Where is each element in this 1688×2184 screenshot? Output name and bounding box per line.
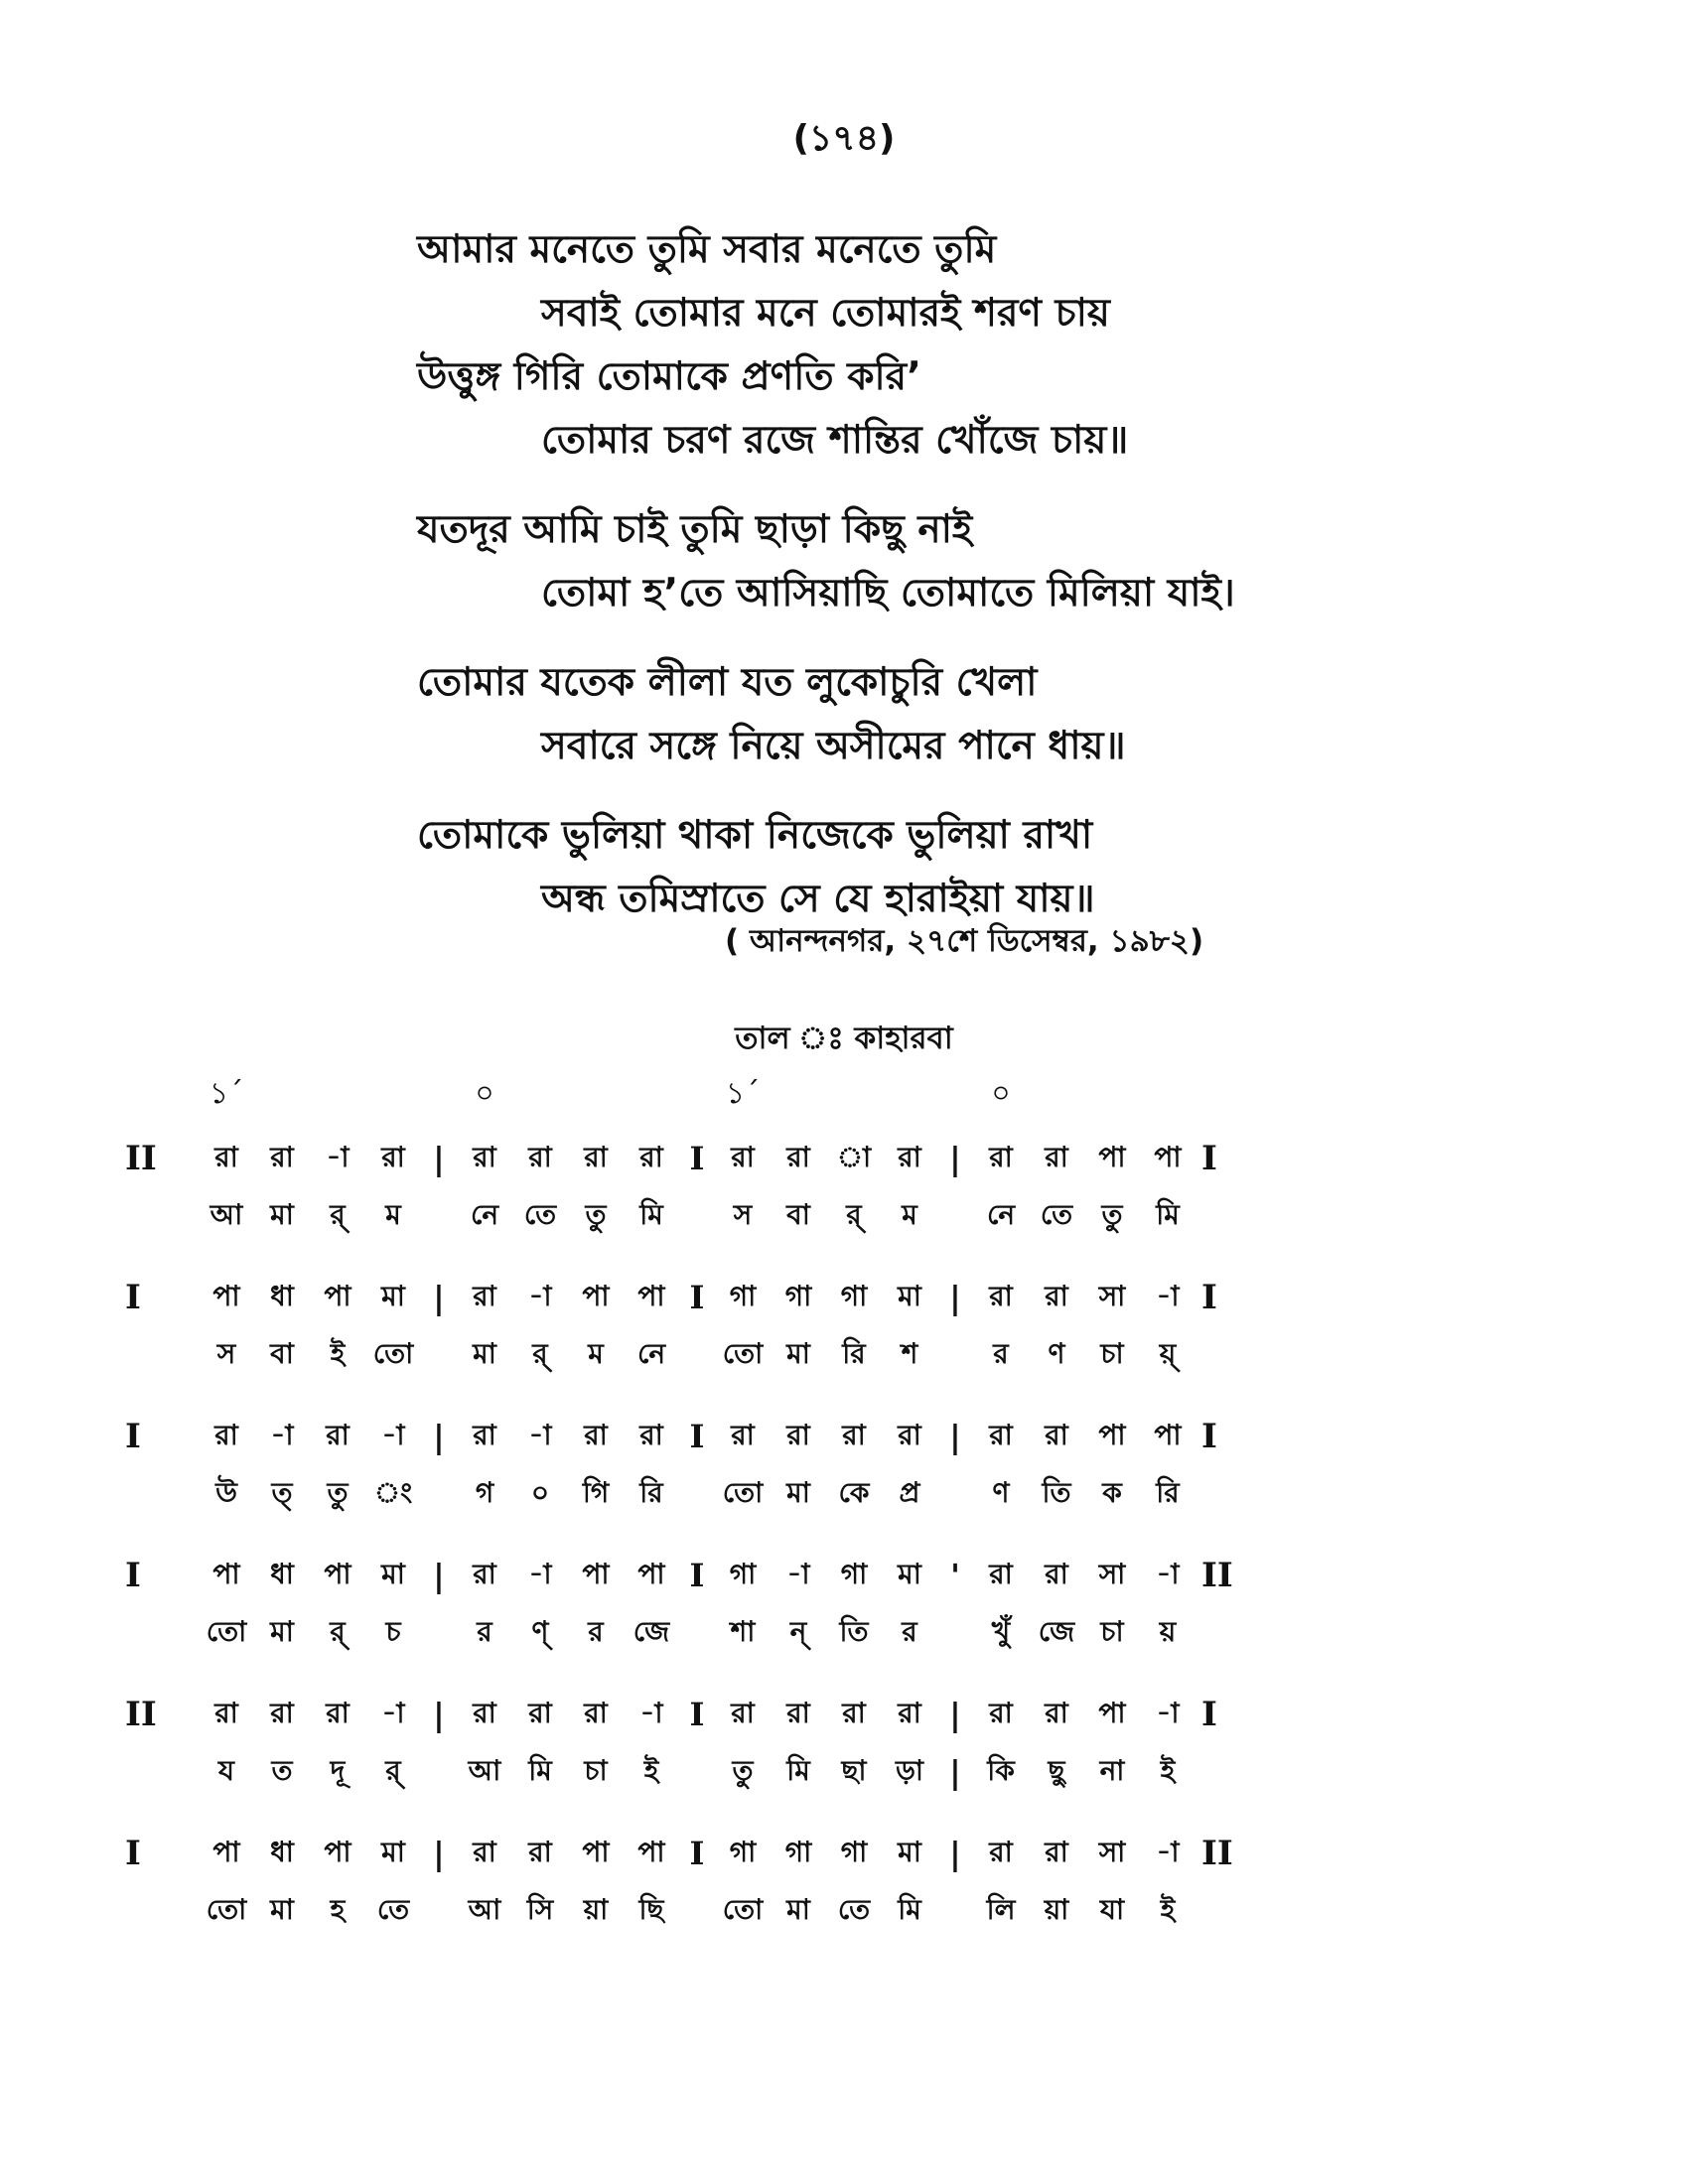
note: রা: [214, 1418, 238, 1451]
syllable: মা: [786, 1336, 810, 1370]
note: -া: [326, 1140, 350, 1173]
bar-line: |: [433, 1418, 445, 1455]
note: রা: [473, 1279, 496, 1312]
note: রা: [528, 1140, 552, 1173]
syllable-row: [119, 1604, 1549, 1662]
syllable: ছা: [841, 1753, 867, 1787]
note: পা: [324, 1557, 352, 1590]
syllable: মি: [1156, 1197, 1180, 1231]
row-end-marker: II: [1201, 1556, 1233, 1595]
syllable: র্: [385, 1753, 401, 1787]
note: -া: [381, 1696, 405, 1729]
syllable-row: [119, 1882, 1549, 1940]
syllable: তু: [585, 1197, 607, 1231]
syllable: রি: [842, 1336, 866, 1370]
beat-mark: ০: [991, 1075, 1011, 1111]
syllable: ছু: [1048, 1753, 1065, 1787]
syllable: য়: [1159, 1614, 1177, 1648]
bar-line: |: [433, 1696, 445, 1733]
syllable: র্: [330, 1614, 346, 1648]
note: া: [836, 1140, 872, 1173]
syllable: উ: [215, 1475, 237, 1509]
note: মা: [898, 1557, 921, 1590]
syllable: কে: [838, 1475, 870, 1509]
syllable: মা: [786, 1475, 810, 1509]
syllable: স: [733, 1197, 753, 1231]
note: পা: [1154, 1418, 1182, 1451]
note: -া: [1156, 1279, 1180, 1312]
syllable: আ: [468, 1892, 501, 1926]
bar-line: |: [949, 1696, 961, 1733]
syllable: ণ: [1048, 1336, 1065, 1370]
note: মা: [898, 1279, 921, 1312]
beat-mark-row: [119, 1064, 1549, 1124]
page-number: (১৭৪): [792, 118, 896, 159]
note: রা: [381, 1140, 405, 1173]
note: পা: [582, 1835, 610, 1868]
notation-row: [119, 1547, 1549, 1604]
note: রা: [989, 1557, 1013, 1590]
bar-line: |: [433, 1835, 445, 1872]
syllable: র্: [532, 1336, 548, 1370]
syllable: খুঁ: [991, 1614, 1011, 1648]
note: পা: [1098, 1418, 1126, 1451]
note: রা: [473, 1140, 496, 1173]
note: -া: [1156, 1696, 1180, 1729]
syllable: ক: [1102, 1475, 1122, 1509]
syllable: ছি: [638, 1892, 664, 1926]
syllable: র: [902, 1614, 917, 1648]
syllable: রি: [1156, 1475, 1180, 1509]
note: রা: [989, 1140, 1013, 1173]
syllable: তো: [722, 1475, 764, 1509]
row-end-marker: I: [1201, 1695, 1217, 1734]
syllable-row: [119, 1465, 1549, 1523]
note: রা: [1045, 1418, 1068, 1451]
syllable: ই: [1160, 1753, 1176, 1787]
note: রা: [898, 1418, 921, 1451]
syllable: র: [588, 1614, 604, 1648]
note: পা: [637, 1557, 665, 1590]
note: রা: [214, 1696, 238, 1729]
syllable: ং: [373, 1475, 413, 1509]
bar-line: I: [689, 1279, 705, 1316]
note: পা: [324, 1835, 352, 1868]
lyric-stanza: [417, 804, 1410, 931]
syllable: র্: [330, 1197, 346, 1231]
syllable: প্র: [899, 1475, 920, 1509]
note: গা: [840, 1835, 868, 1868]
row-start-marker: I: [125, 1834, 141, 1873]
notation-row: [119, 1408, 1549, 1465]
syllable: তি: [839, 1614, 869, 1648]
syllable: গি: [582, 1475, 610, 1509]
note: পা: [582, 1279, 610, 1312]
note: রা: [214, 1140, 238, 1173]
note: সা: [1098, 1557, 1126, 1590]
syllable: নে: [470, 1197, 499, 1231]
syllable: ণ: [992, 1475, 1010, 1509]
syllable: জে: [1038, 1614, 1075, 1648]
note: পা: [1154, 1140, 1182, 1173]
bar-line: I: [689, 1140, 705, 1177]
bar-line: I: [689, 1835, 705, 1872]
row-end-marker: I: [1201, 1139, 1217, 1178]
syllable: দূ: [330, 1753, 346, 1787]
note: রা: [1045, 1279, 1068, 1312]
note: রা: [989, 1418, 1013, 1451]
syllable: চা: [584, 1753, 608, 1787]
row-end-marker: II: [1201, 1834, 1233, 1873]
syllable: না: [1099, 1753, 1125, 1787]
note: মা: [381, 1557, 405, 1590]
note: রা: [473, 1418, 496, 1451]
syllable: মি: [528, 1753, 552, 1787]
note: ধা: [270, 1835, 294, 1868]
syllable: জে: [633, 1614, 670, 1648]
syllable: মি: [898, 1892, 921, 1926]
row-end-marker: I: [1201, 1278, 1217, 1317]
syllable: বা: [786, 1197, 810, 1231]
syllable: হ: [330, 1892, 346, 1926]
syllable: মা: [270, 1197, 294, 1231]
note: রা: [842, 1696, 866, 1729]
note: -া: [528, 1557, 552, 1590]
note: গা: [840, 1279, 868, 1312]
syllable-row: [119, 1187, 1549, 1245]
note: সা: [1098, 1835, 1126, 1868]
note: রা: [731, 1696, 755, 1729]
note: রা: [639, 1140, 663, 1173]
note: রা: [473, 1835, 496, 1868]
lyric-line: উত্তুঙ্গ গিরি তোমাকে প্রণতি করি’: [417, 354, 921, 399]
note: মা: [381, 1279, 405, 1312]
syllable: ই: [643, 1753, 659, 1787]
note: -া: [1156, 1557, 1180, 1590]
note: গা: [784, 1835, 812, 1868]
note: রা: [270, 1696, 294, 1729]
note: পা: [637, 1279, 665, 1312]
syllable: চ: [385, 1614, 401, 1648]
notation: [119, 1064, 1549, 1964]
lyric-stanza: [417, 498, 1410, 625]
row-end-marker: I: [1201, 1417, 1217, 1456]
lyric-line: সবাই তোমার মনে তোমারই শরণ চায়: [541, 291, 1110, 336]
note: রা: [989, 1835, 1013, 1868]
row-start-marker: I: [125, 1278, 141, 1317]
lyric-line: যতদূর আমি চাই তুমি ছাড়া কিছু নাই: [417, 507, 973, 552]
syllable: ড়া: [895, 1753, 924, 1787]
syllable: তে: [837, 1892, 871, 1926]
note: গা: [729, 1557, 757, 1590]
syllable: তে: [376, 1892, 410, 1926]
note: রা: [1045, 1696, 1068, 1729]
lyric-line: তোমা হ’তে আসিয়াছি তোমাতে মিলিয়া যাই।: [541, 571, 1235, 615]
note: -া: [1156, 1835, 1180, 1868]
syllable: স: [216, 1336, 236, 1370]
note: মা: [381, 1835, 405, 1868]
note: গা: [784, 1279, 812, 1312]
syllable: য়্: [1159, 1336, 1177, 1370]
note: ধা: [270, 1557, 294, 1590]
syllable: ম: [902, 1197, 917, 1231]
syllable: র্: [846, 1197, 862, 1231]
lyric-line: তোমাকে ভুলিয়া থাকা নিজেকে ভুলিয়া রাখা: [417, 813, 1093, 858]
note: রা: [786, 1696, 810, 1729]
note: পা: [212, 1279, 240, 1312]
note: রা: [786, 1418, 810, 1451]
syllable: লি: [986, 1892, 1016, 1926]
note: রা: [473, 1557, 496, 1590]
lyric-line: তোমার যতেক লীলা যত লুকোচুরি খেলা: [417, 660, 1038, 705]
bar-line: |: [433, 1557, 445, 1594]
note: ধা: [270, 1279, 294, 1312]
syllable: কি: [987, 1753, 1015, 1787]
note: রা: [842, 1418, 866, 1451]
note: গা: [729, 1279, 757, 1312]
note: রা: [898, 1696, 921, 1729]
bar-line: |: [949, 1140, 961, 1177]
note: রা: [786, 1140, 810, 1173]
syllable: শা: [730, 1614, 756, 1648]
syllable: মি: [639, 1197, 663, 1231]
note: রা: [1045, 1557, 1068, 1590]
syllable-row: [119, 1326, 1549, 1384]
bar-line: ': [950, 1557, 960, 1594]
syllable: মা: [473, 1336, 496, 1370]
note: -া: [381, 1418, 405, 1451]
note: রা: [326, 1696, 350, 1729]
syllable-bar: |: [949, 1753, 961, 1791]
bar-line: I: [689, 1557, 705, 1594]
note: মা: [898, 1835, 921, 1868]
syllable: তে: [1040, 1197, 1073, 1231]
syllable: য়া: [583, 1892, 609, 1926]
note: পা: [1098, 1696, 1126, 1729]
note: পা: [582, 1557, 610, 1590]
lyrics: [417, 218, 1410, 957]
syllable: সি: [526, 1892, 554, 1926]
syllable: ত: [271, 1753, 293, 1787]
note: সা: [1098, 1279, 1126, 1312]
note: রা: [326, 1418, 350, 1451]
syllable: মা: [786, 1892, 810, 1926]
syllable: তো: [722, 1892, 764, 1926]
lyric-line: অন্ধ তমিস্রাতে সে যে হারাইয়া যায়॥: [541, 877, 1095, 921]
syllable: ত্: [271, 1475, 293, 1509]
syllable: মা: [270, 1892, 294, 1926]
note: পা: [1098, 1140, 1126, 1173]
syllable: বা: [270, 1336, 294, 1370]
syllable: নে: [636, 1336, 666, 1370]
note: পা: [324, 1279, 352, 1312]
note: -া: [786, 1557, 810, 1590]
note: রা: [270, 1140, 294, 1173]
note: রা: [528, 1696, 552, 1729]
note: -া: [639, 1696, 663, 1729]
note: গা: [729, 1835, 757, 1868]
syllable: তু: [1101, 1197, 1123, 1231]
syllable: ণ্: [531, 1614, 549, 1648]
bar-line: |: [949, 1835, 961, 1872]
syllable: ০: [530, 1475, 550, 1509]
syllable: মি: [786, 1753, 810, 1787]
syllable: গ: [475, 1475, 494, 1509]
syllable: তো: [206, 1614, 247, 1648]
note: রা: [584, 1140, 608, 1173]
lyric-line: তোমার চরণ রজে শান্তির খোঁজে চায়॥: [541, 418, 1129, 463]
note: রা: [898, 1140, 921, 1173]
bar-line: |: [433, 1279, 445, 1316]
row-start-marker: I: [125, 1417, 141, 1456]
lyric-line: সবারে সঙ্গে নিয়ে অসীমের পানে ধায়॥: [541, 724, 1126, 768]
note: -া: [528, 1279, 552, 1312]
syllable: আ: [468, 1753, 501, 1787]
note: রা: [1045, 1140, 1068, 1173]
syllable: র: [477, 1614, 492, 1648]
syllable: তু: [732, 1753, 754, 1787]
beat-mark: ১´: [209, 1075, 244, 1111]
beat-mark: ১´: [725, 1075, 761, 1111]
lyric-stanza: [417, 218, 1410, 473]
notation-row: [119, 1269, 1549, 1326]
notation-row: [119, 1825, 1549, 1882]
note: রা: [989, 1279, 1013, 1312]
note: রা: [584, 1696, 608, 1729]
syllable: নে: [986, 1197, 1016, 1231]
beat-mark: ০: [475, 1075, 494, 1111]
note: রা: [528, 1835, 552, 1868]
syllable: তো: [372, 1336, 414, 1370]
bar-line: |: [433, 1140, 445, 1177]
note: পা: [212, 1557, 240, 1590]
syllable: ন্: [789, 1614, 807, 1648]
syllable: যা: [1099, 1892, 1125, 1926]
note: রা: [1045, 1835, 1068, 1868]
syllable: ম: [588, 1336, 604, 1370]
syllable: শ: [901, 1336, 918, 1370]
row-start-marker: II: [125, 1139, 157, 1178]
note: -া: [528, 1418, 552, 1451]
syllable: য়া: [1044, 1892, 1069, 1926]
syllable: ম: [385, 1197, 401, 1231]
lyric-stanza: [417, 651, 1410, 778]
note: রা: [731, 1140, 755, 1173]
row-start-marker: II: [125, 1695, 157, 1734]
syllable: তো: [722, 1336, 764, 1370]
syllable: রি: [639, 1475, 663, 1509]
bar-line: I: [689, 1696, 705, 1733]
notation-row: [119, 1130, 1549, 1187]
row-start-marker: I: [125, 1556, 141, 1595]
syllable: তু: [327, 1475, 349, 1509]
syllable: ই: [1160, 1892, 1176, 1926]
bar-line: I: [689, 1418, 705, 1455]
syllable: র: [993, 1336, 1009, 1370]
notation-row: [119, 1686, 1549, 1743]
note: রা: [584, 1418, 608, 1451]
syllable: চা: [1100, 1336, 1124, 1370]
note: রা: [473, 1696, 496, 1729]
syllable: তি: [1042, 1475, 1071, 1509]
syllable: ই: [330, 1336, 346, 1370]
syllable: আ: [210, 1197, 243, 1231]
note: পা: [212, 1835, 240, 1868]
syllable: য: [217, 1753, 235, 1787]
note: রা: [639, 1418, 663, 1451]
bar-line: |: [949, 1279, 961, 1316]
date-note: ( আনন্দনগর, ২৭শে ডিসেম্বর, ১৯৮২): [725, 923, 1204, 959]
note: রা: [731, 1418, 755, 1451]
lyric-line: আমার মনেতে তুমি সবার মনেতে তুমি: [417, 227, 997, 272]
syllable: তো: [206, 1892, 247, 1926]
syllable: মা: [270, 1614, 294, 1648]
tala-label: তাল ঃ কাহারবা: [735, 1021, 953, 1056]
syllable: তে: [523, 1197, 557, 1231]
note: -া: [270, 1418, 294, 1451]
note: গা: [840, 1557, 868, 1590]
syllable: চা: [1100, 1614, 1124, 1648]
note: রা: [989, 1696, 1013, 1729]
note: পা: [637, 1835, 665, 1868]
bar-line: |: [949, 1418, 961, 1455]
syllable-row: [119, 1743, 1549, 1801]
